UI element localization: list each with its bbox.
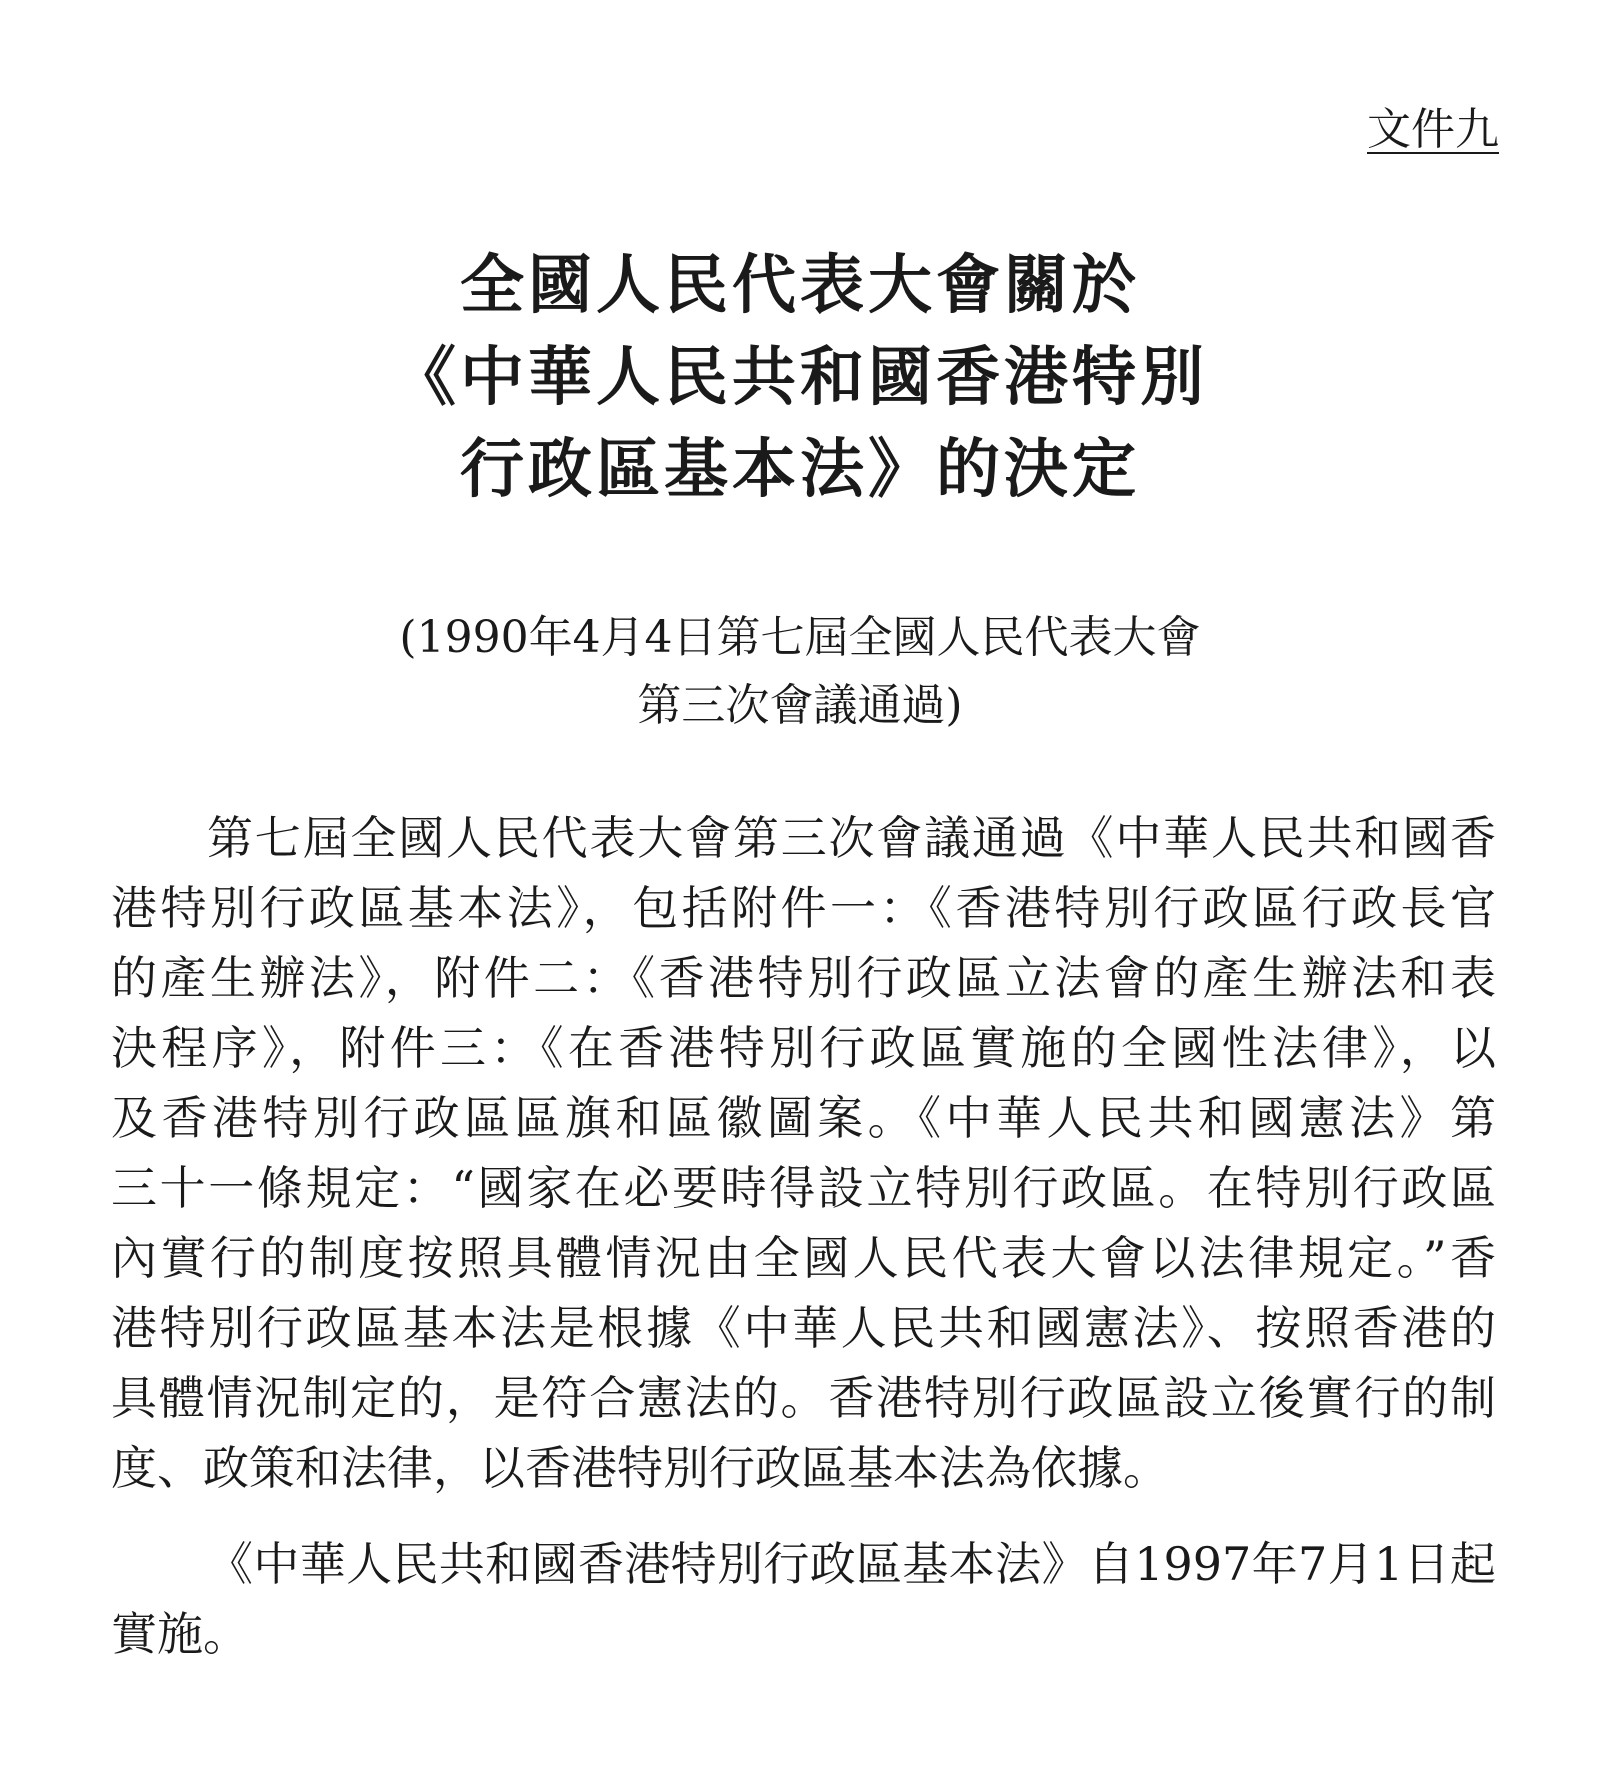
paragraph-line: 的產生辦法》，附件二：《香港特別行政區立法會的產生辦法和表	[111, 951, 1496, 1005]
paragraph-line: 《中華人民共和國香港特別行政區基本法》自1997年7月1日起	[207, 1537, 1496, 1591]
document-number-label: 文件九	[1367, 104, 1499, 155]
paragraph-line: 港特別行政區基本法是根據《中華人民共和國憲法》、按照香港的	[111, 1301, 1496, 1355]
paragraph-line: 第七屆全國人民代表大會第三次會議通過《中華人民共和國香	[207, 811, 1496, 865]
adoption-note	[0, 604, 1600, 740]
paragraph-line: 決程序》，附件三：《在香港特別行政區實施的全國性法律》，以	[111, 1021, 1496, 1075]
adoption-note-line: 第三次會議通過)	[637, 680, 963, 731]
document-title	[0, 240, 1600, 516]
title-line: 《中華人民共和國香港特別	[392, 341, 1208, 415]
paragraph-line: 港特別行政區基本法》，包括附件一：《香港特別行政區行政長官	[111, 881, 1496, 935]
paragraph-line: 三十一條規定：“國家在必要時得設立特別行政區。在特別行政區	[111, 1161, 1496, 1215]
title-line: 全國人民代表大會關於	[460, 249, 1140, 323]
adoption-note-line: (1990年4月4日第七屆全國人民代表大會	[399, 612, 1201, 663]
paragraph-line: 內實行的制度按照具體情況由全國人民代表大會以法律規定。”香	[111, 1231, 1496, 1285]
paragraph-line: 度、政策和法律，以香港特別行政區基本法為依據。	[111, 1441, 1169, 1495]
body-paragraph	[111, 803, 1496, 1503]
paragraph-line: 具體情況制定的，是符合憲法的。香港特別行政區設立後實行的制	[111, 1371, 1496, 1425]
document-body	[111, 803, 1496, 1669]
body-paragraph	[111, 1529, 1496, 1669]
paragraph-line: 實施。	[111, 1607, 249, 1661]
title-line: 行政區基本法》的決定	[460, 433, 1140, 507]
paragraph-line: 及香港特別行政區區旗和區徽圖案。《中華人民共和國憲法》第	[111, 1091, 1496, 1145]
